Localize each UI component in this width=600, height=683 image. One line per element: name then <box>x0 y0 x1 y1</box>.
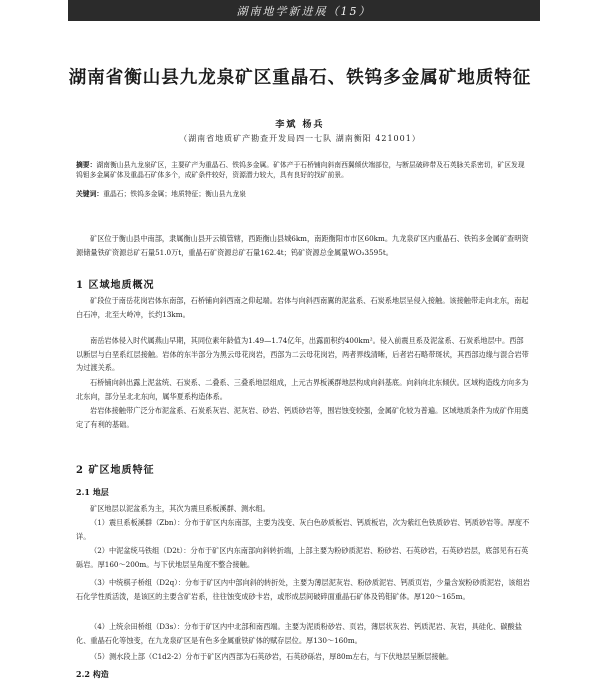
stratum-item: （5）测水段上部（C1d2-2）分布于矿区内西部为石英砂岩，石英砂砾岩，厚80m左右，与下伏地层呈断层接触。 <box>90 652 454 661</box>
abstract-text: 湖南衡山县九龙泉矿区，主要矿产为重晶石、铁钨多金属。矿体产于石桥铺向斜南西翼倾伏端部位，与断层破碎带及石英脉关系密切，矿区发现钨钼多金属矿体及重晶石矿体多个，成矿条件较好，资源潜力较大，具有良好的找矿前景。 <box>76 161 525 179</box>
stratum-item: （4）上统佘田桥组（D3s）：分布于矿区内中北部和南西端。主要为泥质粉砂岩、页岩，薄层状灰岩、钙质泥岩、灰岩，具硅化、碳酸盐化、重晶石化等蚀变，在九龙泉矿区是有色多金属重铁矿体的赋存层位。厚130～160m。 <box>76 622 522 645</box>
section-2-1-heading: 2.1 地层 <box>76 487 109 497</box>
abstract-label: 摘要： <box>76 161 97 169</box>
stratum-item: （3）中统棋子桥组（D2q）：分布于矿区内中部向斜的转折处，主要为薄层泥灰岩、粉砂质泥岩、钙质页岩，少量含炭粉砂质泥岩，该组岩石化学性质活泼，是该区的主要含矿岩系，往往蚀变成砂卡岩，或形成层间破碎面重晶石矿体及钨钼矿体。厚120～165m。 <box>76 578 530 601</box>
section-2-1-intro: 矿区地层以泥盆系为主，其次为震旦系板溪群、测水组。 <box>90 504 270 513</box>
section-1-paragraph: 南岳岩体侵入时代属燕山早期，其同位素年龄值为1.49—1.74亿年，出露面积约400km²。侵入前震旦系及泥盆系、石炭系地层中。西部以断层与白垩系红层接触。岩体的东半部分为黑云母花岗岩，西部为二云母花岗岩，两者界线清晰，后者岩石略带斑状，其西部边缘与混合岩带为过渡关系。 <box>76 336 529 372</box>
keywords-text: 重晶石；铁钨多金属；地质特征；衡山县九龙泉 <box>103 190 246 198</box>
authors: 李斌 杨兵 <box>275 120 325 130</box>
stratum-item: （1）震旦系板溪群（Zbn）：分布于矿区内东南部，主要为浅变、灰白色砂质板岩、钙质板岩，次为紫红色铁质砂岩、钙质砂岩等。厚度不详。 <box>76 518 530 541</box>
keywords <box>76 189 530 199</box>
section-1-heading: 1 区域地质概况 <box>76 280 155 291</box>
stratum-item: （2）中泥盆统马铁组（D2t）：分布于矿区内东南部向斜转折端，上部主要为粉砂质泥岩、粉砂岩、石英砂岩，石英砂岩层，底部见有石英砾岩。厚160～200m。与下伏地层呈角度不整合接触。 <box>76 546 529 569</box>
abstract <box>76 160 530 180</box>
section-1-paragraph: 矿段位于南岳花岗岩体东南部，石桥铺向斜西南之仰起端。岩体与向斜西南翼的泥盆系、石炭系地层呈侵入接触。该接触带走向北东，南起白石冲，北至大岭冲，长约13km。 <box>76 296 529 319</box>
intro-paragraph: 矿区位于衡山县中南部，隶属衡山县开云镇管辖，西距衡山县城6km，南距衡阳市市区60km。九龙泉矿区内重晶石、铁钨多金属矿查明资源储量铁矿资源总矿石量51.0万t，重晶石矿资源总矿石量162.4t；钨矿资源总金属量WO₃3595t。 <box>76 234 529 257</box>
section-2-heading: 2 矿区地质特征 <box>76 465 155 476</box>
section-2-2-heading: 2.2 构造 <box>76 669 109 679</box>
running-header <box>68 0 540 21</box>
affiliation: （湖南省地质矿产勘查开发局四一七队 湖南衡阳 421001） <box>179 134 421 143</box>
section-1-paragraph: 石桥铺向斜出露上泥盆统、石炭系、二叠系、三叠系地层组成，上元古界板溪群地层构成向斜基底。向斜向北东倾伏。区域构造线方向多为北东向，部分呈北北东向，属华夏系构造体系。 <box>76 378 529 401</box>
keywords-label: 关键词： <box>76 190 104 198</box>
article-title: 湖南省衡山县九龙泉矿区重晶石、铁钨多金属矿地质特征 <box>68 68 532 88</box>
running-header-title: 湖南地学新进展（15） <box>236 4 372 18</box>
section-1-paragraph: 岩岩体接触带广泛分布泥盆系、石炭系灰岩、泥灰岩、砂岩、钙质砂岩等，围岩蚀变较强，金属矿化较为普遍。区域地质条件为成矿作用奠定了有利的基础。 <box>76 406 529 429</box>
